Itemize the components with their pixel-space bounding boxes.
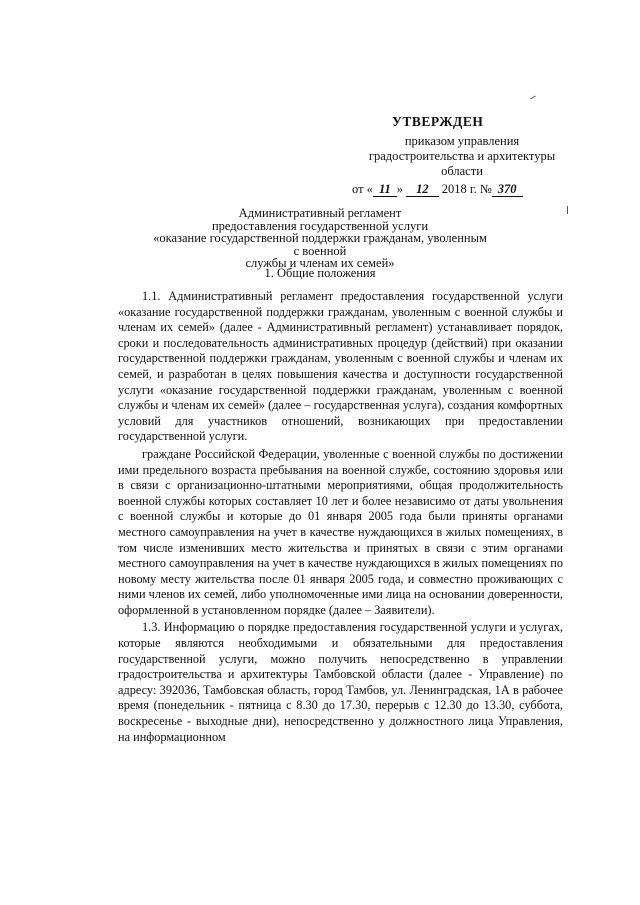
scan-mark xyxy=(530,96,536,100)
date-day: 11 xyxy=(373,182,397,197)
section-heading: 1. Общие положения xyxy=(264,266,376,280)
regulation-line-3: «оказание государственной поддержки гражданам, уволенным с военной xyxy=(153,231,487,258)
paragraph-1-3: 1.3. Информацию о порядке предоставления государственной услуги и услугах, которые являются необходимыми и обязательными для предоставления государственной услуги, можно получить непосредственно в управлении градостроительства и архитектуры Тамбовской области (далее - Управление) по адресу: 392036, Тамбовская область, город Тамбов, ул. Ленинградская, 1А в рабочее время (понедельник - пятница с 8.30 до 17.30, перерыв с 12.30 до 13.30, суббота, воскресенье - выходные дни), непосредственно у должностного лица Управления, на информационном xyxy=(118,620,563,744)
approval-date-line xyxy=(352,182,572,197)
approval-stamp xyxy=(352,114,572,197)
paragraph-1-1: 1.1. Административный регламент предоставления государственной услуги «оказание государственной поддержки гражданам, уволенным с военной службы и членам их семей» (далее - Административный регламент) устанавливает порядок, сроки и последовательность административных процедур (действий) при оказании государственной поддержки гражданам, уволенным с военной службы и членам их семей, и разработан в целях повышения качества и доступности государственной услуги «оказание государственной поддержки гражданам, уволенным с военной службы и членам их семей» (далее – государственная услуга), создания комфортных условий для участников отношений, возникающих при предоставлении государственной услуги. xyxy=(118,289,563,444)
approved-title: УТВЕРЖДЕН xyxy=(392,114,484,129)
date-prefix: от « xyxy=(352,182,373,196)
approval-line-1: приказом управления xyxy=(404,134,520,148)
regulation-line-4: службы и членам их семей» xyxy=(245,256,395,270)
date-year: 2018 г. № xyxy=(441,182,492,196)
approval-line-3: области xyxy=(441,164,483,178)
order-number: 370 xyxy=(492,182,523,197)
regulation-line-1: Административный регламент xyxy=(238,206,402,220)
paragraph-applicants: граждане Российской Федерации, уволенные с военной службы по достижении ими предельного возраста пребывания на военной службе, состоянию здоровья или в связи с организационно-штатными мероприятиями, общая продолжительность военной службы которых составляет 10 лет и более независимо от даты увольнения с военной службы и которые до 01 января 2005 года были приняты органами местного самоуправления на учет в качестве нуждающихся в жилых помещениях, в том числе изменивших место жительства и принятых в связи с этим органами местного самоуправления на учет в качестве нуждающихся в жилых помещениях по новому месту жительства после 01 января 2005 года, и совместно проживающих с ними членов их семей, либо уполномоченные ими лица на основании доверенности, оформленной в установленном порядке (далее – Заявители). xyxy=(118,446,563,617)
scan-mark xyxy=(567,206,568,214)
date-mid: » xyxy=(396,182,403,196)
approval-line-2: градостроительства и архитектуры xyxy=(368,149,556,163)
regulation-line-2: предоставления государственной услуги xyxy=(211,218,429,233)
regulation-title xyxy=(150,207,490,270)
date-month: 12 xyxy=(406,182,439,197)
body-text xyxy=(118,289,563,745)
